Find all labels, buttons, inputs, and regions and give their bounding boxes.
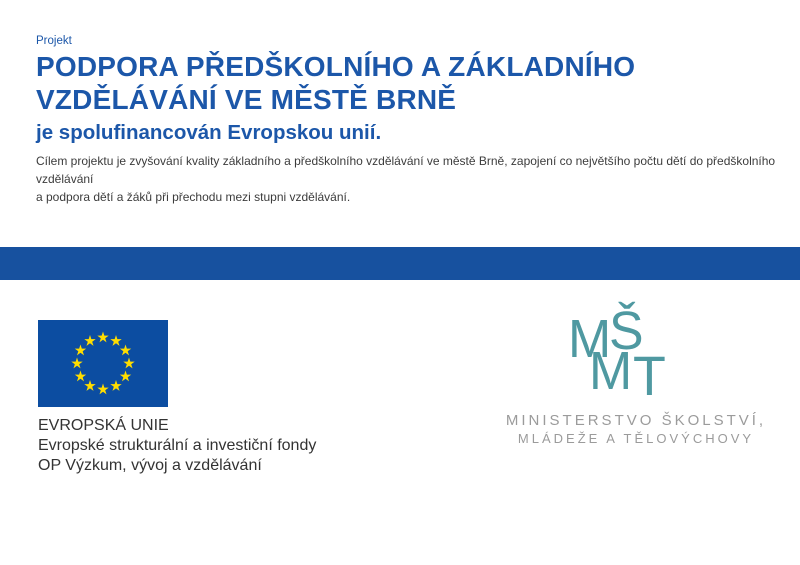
msmt-letter-t: T bbox=[633, 344, 666, 407]
eu-union-label: EVROPSKÁ UNIE bbox=[38, 417, 169, 434]
ministry-name-line-2: MLÁDEŽE A TĚLOVÝCHOVY bbox=[517, 431, 755, 446]
cofinanced-subtitle: je spolufinancován Evropskou unií. bbox=[36, 121, 382, 144]
msmt-letter-s: Š bbox=[609, 301, 644, 361]
project-description-line-2: a podpora dětí a žáků při přechodu mezi stupni vzdělávání. bbox=[36, 190, 351, 204]
project-eyebrow-label: Projekt bbox=[36, 35, 72, 47]
project-title-line-2: VZDĚLÁVÁNÍ VE MĚSTĚ BRNĚ bbox=[36, 84, 457, 115]
project-description-line-1: Cílem projektu je zvyšování kvality základního a předškolního vzdělávání ve městě Brně, zapojení co největšího počtu dětí do předškolního vzdělávání bbox=[36, 154, 776, 186]
project-title bbox=[36, 50, 635, 116]
eu-funding-text-block bbox=[38, 416, 316, 476]
eu-funds-label: Evropské strukturální a investiční fondy bbox=[38, 437, 317, 454]
ministry-name-line-1: MINISTERSTVO ŠKOLSTVÍ, bbox=[505, 412, 767, 429]
eu-program-label: OP Výzkum, vývoj a vzdělávání bbox=[38, 457, 262, 474]
msmt-letter-m-top: M bbox=[568, 309, 612, 369]
msmt-letter-m-bottom: M bbox=[589, 341, 633, 401]
blue-divider-bar bbox=[0, 247, 800, 280]
eu-flag-icon bbox=[38, 320, 168, 407]
ministry-name-block bbox=[478, 412, 794, 446]
project-description bbox=[36, 152, 796, 206]
project-title-line-1: PODPORA PŘEDŠKOLNÍHO A ZÁKLADNÍHO bbox=[36, 51, 636, 82]
msmt-monogram-icon bbox=[568, 301, 703, 410]
